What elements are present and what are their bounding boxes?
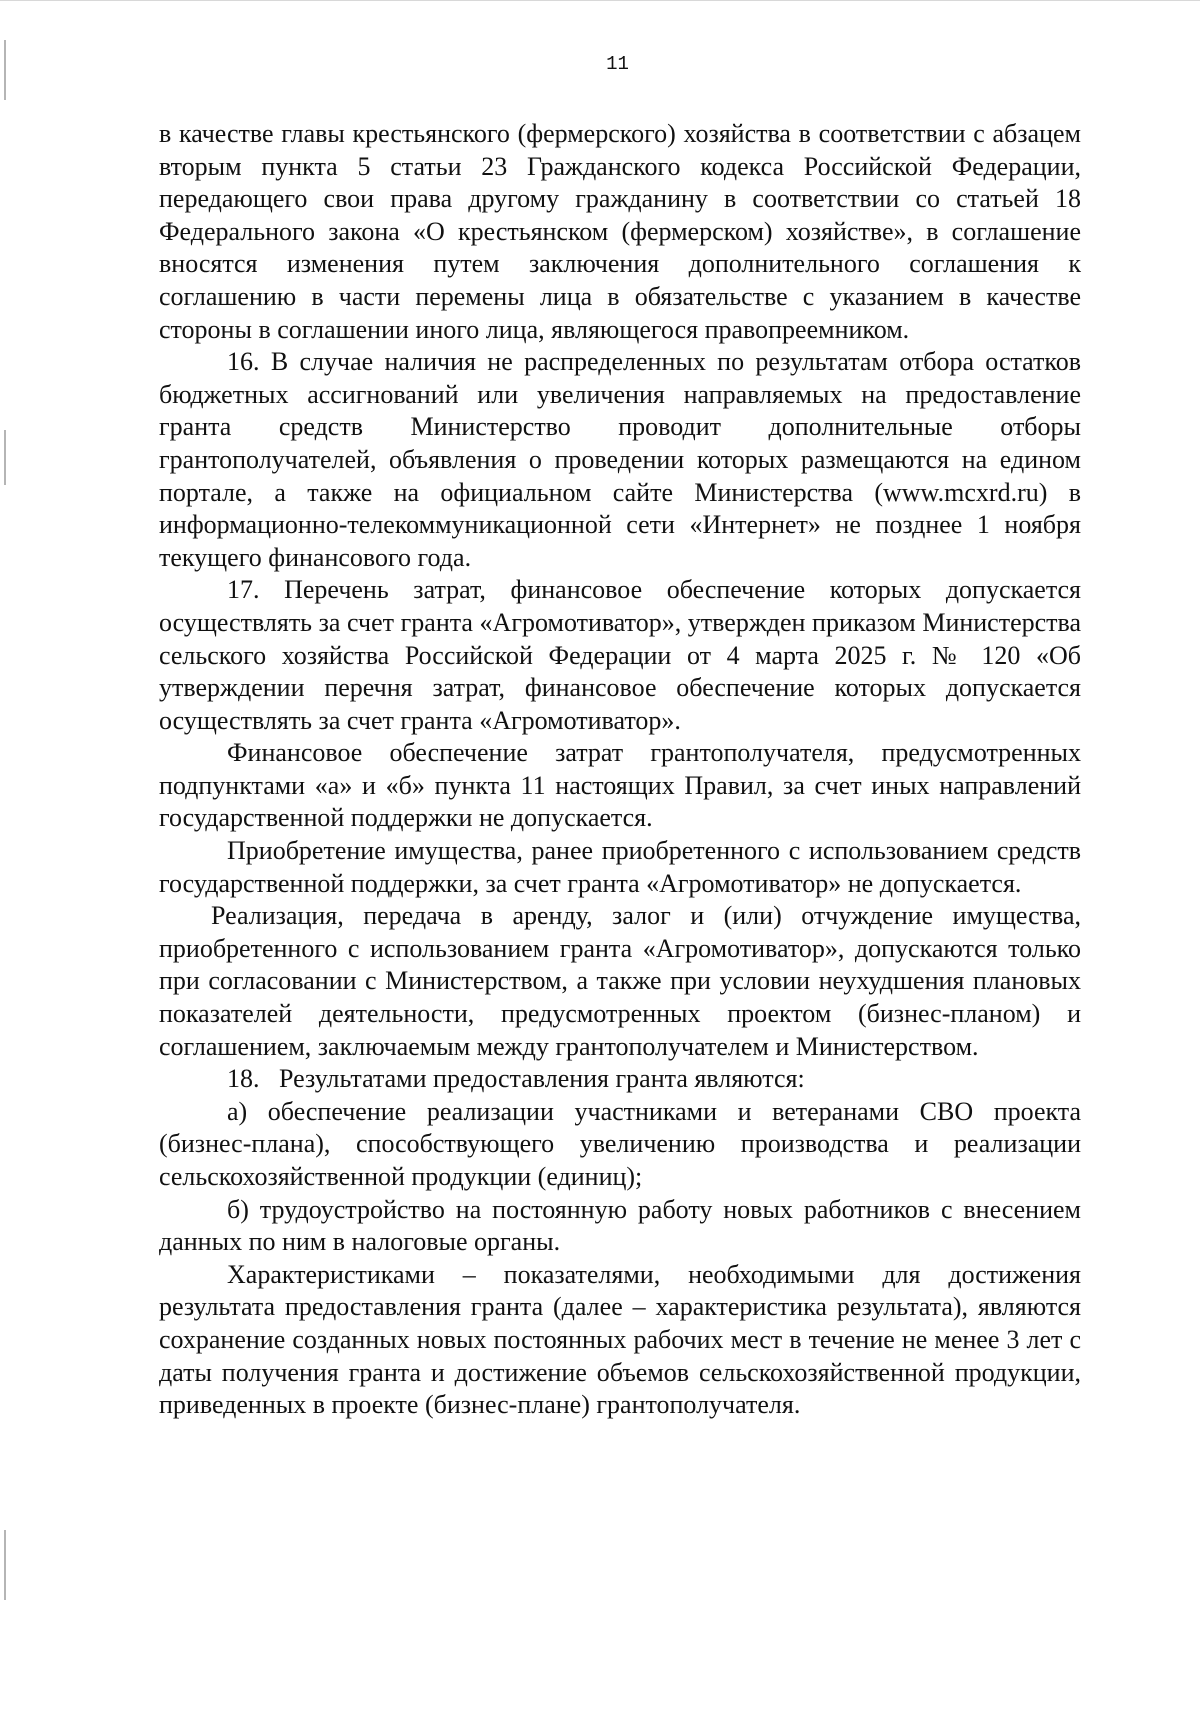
paragraph-property-disposal: Реализация, передача в аренду, залог и (или) отчуждение имущества, приобретенного с использованием гранта «Агромотиватор», допускаются только при согласовании с Министерством, а также при условии неухудшения плановых показателей деятельности, предусмотренных проектом (бизнес-планом) и соглашением, заключаемым между грантополучателем и Министерством. — [159, 901, 1081, 1061]
paragraph-property-acquisition: Приобретение имущества, ранее приобретенного с использованием средств государственной поддержки, за счет гранта «Агромотиватор» не допускается. — [159, 836, 1081, 898]
paragraph-continuation: в качестве главы крестьянского (фермерского) хозяйства в соответствии с абзацем вторым пункта 5 статьи 23 Гражданского кодекса Российской Федерации, передающего свои права другому гражданину в соответствии со статьей 18 Федерального закона «О крестьянском (фермерском) хозяйстве», в соглашение вносятся изменения путем заключения дополнительного соглашения к соглашению в части перемены лица в обязательстве с указанием в качестве стороны в соглашении иного лица, являющегося правопреемником. — [159, 119, 1081, 344]
page-number: 11 — [606, 53, 629, 75]
paragraph-item-16: 16. В случае наличия не распределенных по результатам отбора остатков бюджетных ассигнований или увеличения направляемых на предоставление гранта средств Министерство проводит дополнительные отборы грантополучателей, объявления о проведении которых размещаются на едином портале, а также на официальном сайте Министерства (www.mcxrd.ru) в информационно-телекоммуникационной сети «Интернет» не позднее 1 ноября текущего финансового года. — [159, 347, 1081, 572]
paragraph-result-characteristics: Характеристиками – показателями, необходимыми для достижения результата предоставления гранта (далее – характеристика результата), являются сохранение созданных новых постоянных рабочих мест в течение не менее 3 лет с даты получения гранта и достижение объемов сельскохозяйственной продукции, приведенных в проекте (бизнес-плане) грантополучателя. — [159, 1259, 1081, 1420]
document-body — [159, 118, 1081, 1422]
paragraph-item-17: 17. Перечень затрат, финансовое обеспечение которых допускается осуществлять за счет гранта «Агромотиватор», утвержден приказом Министерства сельского хозяйства Российской Федерации от 4 марта 2025 г. № 120 «Об утверждении перечня затрат, финансовое обеспечение которых допускается осуществлять за счет гранта «Агромотиватор». — [159, 575, 1081, 735]
scan-artifact-left-1 — [4, 40, 6, 100]
paragraph-financing-restriction: Финансовое обеспечение затрат грантополучателя, предусмотренных подпунктами «а» и «б» пункта 11 настоящих Правил, за счет иных направлений государственной поддержки не допускается. — [159, 738, 1081, 833]
scan-artifact-left-2 — [4, 430, 6, 485]
paragraph-item-18: 18. Результатами предоставления гранта являются: — [227, 1064, 805, 1094]
paragraph-item-18a: а) обеспечение реализации участниками и ветеранами СВО проекта (бизнес-плана), способствующего увеличению производства и реализации сельскохозяйственной продукции (единиц); — [159, 1096, 1081, 1191]
scan-artifact-top — [0, 0, 1200, 1]
paragraph-item-18b: б) трудоустройство на постоянную работу новых работников с внесением данных по ним в налоговые органы. — [159, 1194, 1081, 1257]
scan-artifact-left-3 — [4, 1530, 6, 1600]
